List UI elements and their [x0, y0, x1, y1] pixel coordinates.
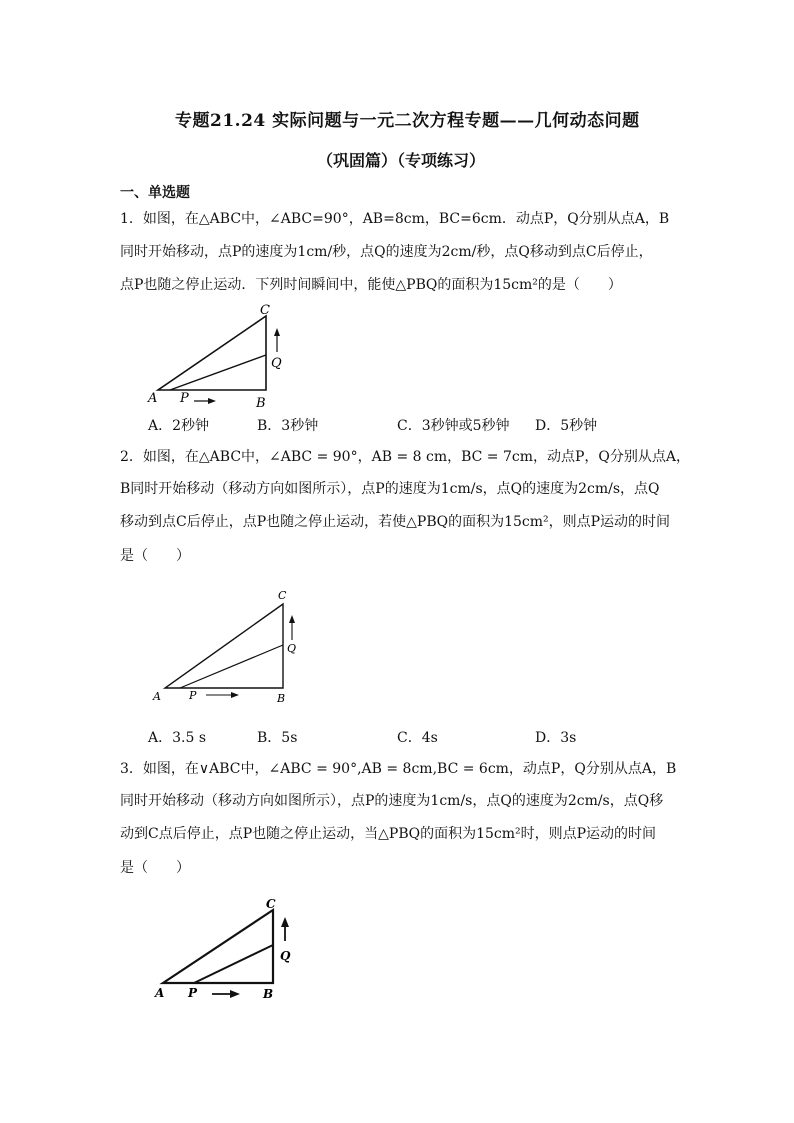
q2-label-b: B: [277, 692, 286, 705]
q3-line-3: 动到C点后停止，点P也随之停止运动，当△PBQ的面积为15cm²时，则点P运动的时间: [120, 826, 657, 842]
page-title: 专题21.24 实际问题与一元二次方程专题——几何动态问题: [175, 111, 640, 131]
q3-label-p: P: [188, 986, 198, 1000]
q3-line-1: 3．如图，在∨ABC中，∠ABC = 90°,AB = 8cm,BC = 6cm，动点P，Q分别从点A，B: [120, 761, 677, 777]
q1-triangle-abc: [158, 316, 266, 390]
q1-option-d: D．5秒钟: [535, 418, 598, 434]
q2-line-1: 2．如图，在△ABC中，∠ABC = 90°，AB = 8 cm，BC = 7cm，动点P，Q分别从点A，: [120, 449, 691, 465]
q3-label-b: B: [263, 987, 274, 1001]
q2-line-4: 是（ ）: [120, 548, 190, 564]
q3-arrowhead-q: [281, 917, 289, 927]
q2-line-3: 移动到点C后停止，点P也随之停止运动，若使△PBQ的面积为15cm²，则点P运动的时间: [120, 514, 671, 530]
q1-option-c: C．3秒钟或5秒钟: [397, 418, 510, 434]
q2-label-p: P: [189, 689, 197, 702]
q1-arrowhead-q: [274, 328, 280, 336]
q3-figure: [150, 895, 310, 1005]
q1-figure: [140, 300, 300, 410]
q1-label-a: A: [148, 391, 158, 406]
q1-line-2: 同时开始移动，点P的速度为1cm/秒，点Q的速度为2cm/秒，点Q移动到点C后停止，: [120, 244, 653, 260]
q2-option-c: C．4s: [397, 730, 438, 746]
q3-arrowhead-p: [230, 990, 240, 998]
q1-label-q: Q: [271, 356, 282, 371]
q3-label-c: C: [266, 897, 276, 911]
q2-label-a: A: [153, 690, 161, 703]
q2-arrowhead-p: [231, 692, 239, 698]
q2-triangle-abc: [165, 604, 283, 688]
q1-option-b: B．3秒钟: [257, 418, 319, 434]
q1-arrowhead-p: [208, 398, 216, 404]
q2-arrowhead-q: [289, 615, 295, 623]
q1-label-p: P: [180, 391, 189, 406]
q2-option-d: D．3s: [535, 730, 577, 746]
q3-line-2: 同时开始移动（移动方向如图所示），点P的速度为1cm/s，点Q的速度为2cm/s，点Q移: [120, 793, 664, 809]
page-subtitle: （巩固篇）（专项练习）: [317, 151, 486, 170]
q2-figure: [150, 588, 310, 708]
q3-line-4: 是（ ）: [120, 860, 190, 876]
q1-line-3: 点P也随之停止运动．下列时间瞬间中，能使△PBQ的面积为15cm²的是（ ）: [120, 277, 622, 293]
q3-segment-pq: [194, 945, 273, 983]
q1-label-c: C: [260, 303, 270, 318]
q2-label-q: Q: [287, 642, 297, 655]
q3-label-q: Q: [280, 949, 291, 963]
section-heading: 一、单选题: [120, 185, 190, 201]
q2-line-2: B同时开始移动（移动方向如图所示），点P的速度为1cm/s，点Q的速度为2cm/s，点Q: [120, 481, 660, 497]
q1-label-b: B: [256, 396, 266, 411]
q1-line-1: 1．如图，在△ABC中，∠ABC=90°，AB=8cm，BC=6cm．动点P，Q分别从点A，B: [120, 211, 670, 227]
q2-option-b: B．5s: [257, 730, 298, 746]
q3-label-a: A: [155, 986, 165, 1000]
q2-label-c: C: [278, 589, 287, 602]
q2-option-a: A．3.5 s: [148, 730, 207, 746]
q1-option-a: A．2秒钟: [148, 418, 210, 434]
